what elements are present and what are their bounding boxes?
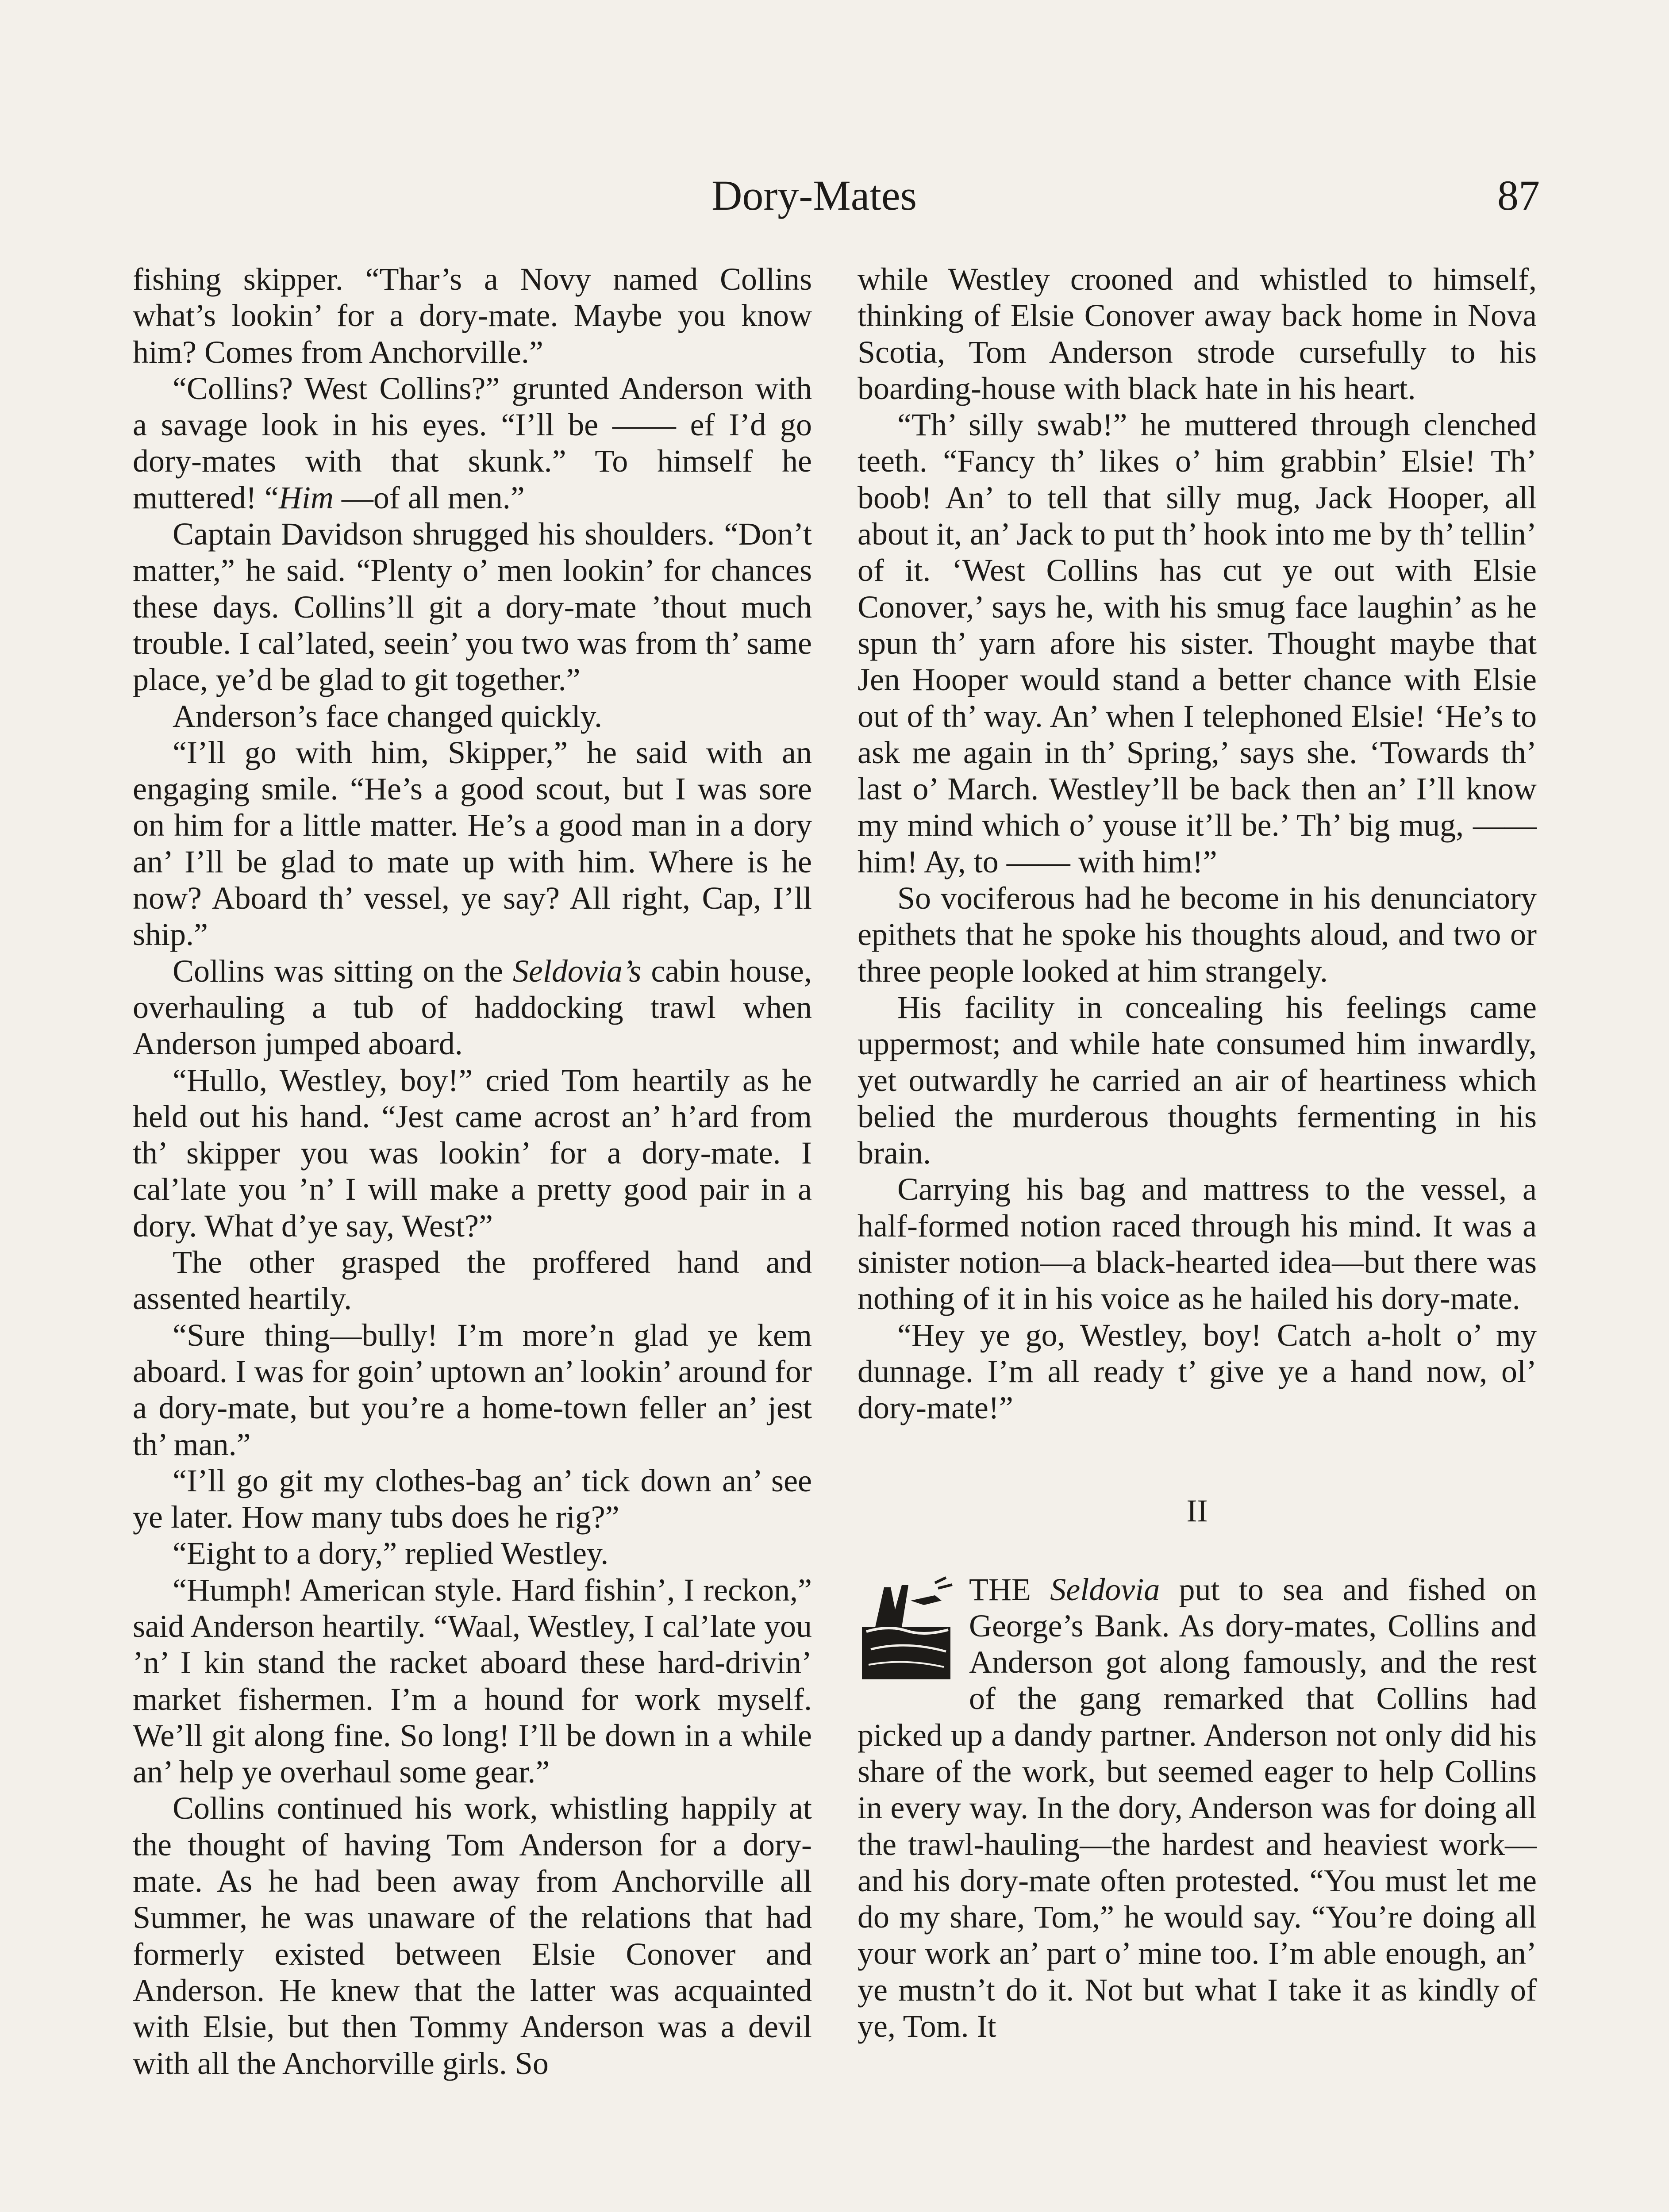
paragraph: “Hullo, Westley, boy!” cried Tom heartily as he held out his hand. “Jest came acrost an’ h’ard from th’ skipper you was lookin’ for a dory-mate. I cal’late you ’n’ I will make a pretty good pair in a dory. What d’ye say, West?” [133,1062,812,1244]
paragraph: “Collins? West Collins?” grunted Anderson with a savage look in his eyes. “I’ll be —— ef I’d go dory-mates with that skunk.” To himself he muttered! “Him —of all men.” [133,370,812,515]
paragraph: “Eight to a dory,” replied Westley. [173,1536,609,1571]
paragraph: “Hey ye go, Westley, boy! Catch a-holt o’ my dunnage. I’m all ready t’ give ye a hand now, ol’ dory-mate!” [858,1317,1537,1426]
dropcap-illustration-icon [858,1574,959,1682]
paragraph: “Sure thing—bully! I’m more’n glad ye kem aboard. I was for goin’ uptown an’ lookin’ around for a dory-mate, but you’re a home-town feller an’ jest th’ man.” [133,1317,812,1462]
paragraph: “Humph! American style. Hard fishin’, I reckon,” said Anderson heartily. “Waal, Westley, I cal’late you ’n’ I kin stand the racket aboard these hard-drivin’ market fishermen. I’m a hound for work myself. We’ll git along fine. So long! I’ll be down in a while an’ help ye overhaul some gear.” [133,1572,812,1790]
paragraph: Collins was sitting on the Seldovia’s cabin house, overhauling a tub of haddocking trawl when Anderson jumped aboard. [133,953,812,1062]
page-header [0,165,1669,227]
section-heading: II [1186,1493,1208,1528]
paragraph: His facility in concealing his feelings came uppermost; and while hate consumed him inwardly, yet outwardly he carried an air of heartiness which belied the murderous thoughts fermenting in his brain. [858,989,1537,1171]
dropcap-lead: THE [969,1571,1050,1607]
paragraph: “I’ll go git my clothes-bag an’ tick down an’ see ye later. How many tubs does he rig?” [133,1463,812,1535]
paragraph: fishing skipper. “Thar’s a Novy named Collins what’s lookin’ for a dory-mate. Maybe you know him? Comes from Anchorville.” [133,261,812,370]
paragraph: “I’ll go with him, Skipper,” he said with an engaging smile. “He’s a good scout, but I was sore on him for a little matter. He’s a good man in a dory an’ I’ll be glad to mate up with him. Where is he now? Aboard th’ vessel, ye say? All right, Cap, I’ll ship.” [133,734,812,952]
paragraph: The other grasped the proffered hand and assented heartily. [133,1244,812,1317]
page-number: 87 [1497,172,1540,219]
paragraph: Captain Davidson shrugged his shoulders. “Don’t matter,” he said. “Plenty o’ men lookin’ for chances these days. Collins’ll git a dory-mate ’thout much trouble. I cal’lated, seein’ you two was from th’ same place, ye’d be glad to git together.” [133,516,812,698]
dropcap-body: put to sea and fished on George’s Bank. As dory-mates, Collins and Anderson got along famously, and the rest of the gang remarked that Collins had picked up a dandy partner. Anderson not only did his share of the work, but seemed eager to help Collins in every way. In the dory, Anderson was for doing all the trawl-hauling—the hardest and heaviest work—and his dory-mate often protested. “You must let me do my share, Tom,” he would say. “You’re doing all your work an’ part o’ mine too. I’m able enough, an’ ye mustn’t do it. Not but what I take it as kindly of ye, Tom. It [858,1571,1537,2044]
dropcap-paragraph [858,1571,1537,2045]
paragraph: Collins continued his work, whistling happily at the thought of having Tom Anderson for a dory-mate. As he had been away from Anchorville all Summer, he was unaware of the relations that had formerly existed between Elsie Conover and Anderson. He knew that the latter was acquainted with Elsie, but then Tommy Anderson was a devil with all the Anchorville girls. So [133,1790,812,2081]
paragraph: So vociferous had he become in his denunciatory epithets that he spoke his thoughts aloud, and two or three people looked at him strangely. [858,880,1537,989]
right-column [858,261,1537,2044]
paragraph: Anderson’s face changed quickly. [173,698,602,734]
left-column [133,261,812,2081]
ship-name: Seldovia [1050,1571,1160,1607]
paragraph: Carrying his bag and mattress to the vessel, a half-formed notion raced through his mind. It was a sinister notion—a black-hearted idea—but there was nothing of it in his voice as he hailed his dory-mate. [858,1171,1537,1317]
running-title: Dory-Mates [711,172,917,219]
paragraph: while Westley crooned and whistled to himself, thinking of Elsie Conover away back home in Nova Scotia, Tom Anderson strode cursefully to his boarding-house with black hate in his heart. [858,261,1537,406]
paragraph: “Th’ silly swab!” he muttered through clenched teeth. “Fancy th’ likes o’ him grabbin’ Elsie! Th’ boob! An’ to tell that silly mug, Jack Hooper, all about it, an’ Jack to put th’ hook into me by th’ tellin’ of it. ‘West Collins has cut ye out with Elsie Conover,’ says he, with his smug face laughin’ as he spun th’ yarn afore his sister. Thought maybe that Jen Hooper would stand a better chance with Elsie out of th’ way. An’ when I telephoned Elsie! ‘He’s to ask me again in th’ Spring,’ says she. ‘Towards th’ last o’ March. Westley’ll be back then an’ I’ll know my mind which o’ youse it’ll be.’ Th’ big mug, —— him! Ay, to —— with him!” [858,407,1537,879]
